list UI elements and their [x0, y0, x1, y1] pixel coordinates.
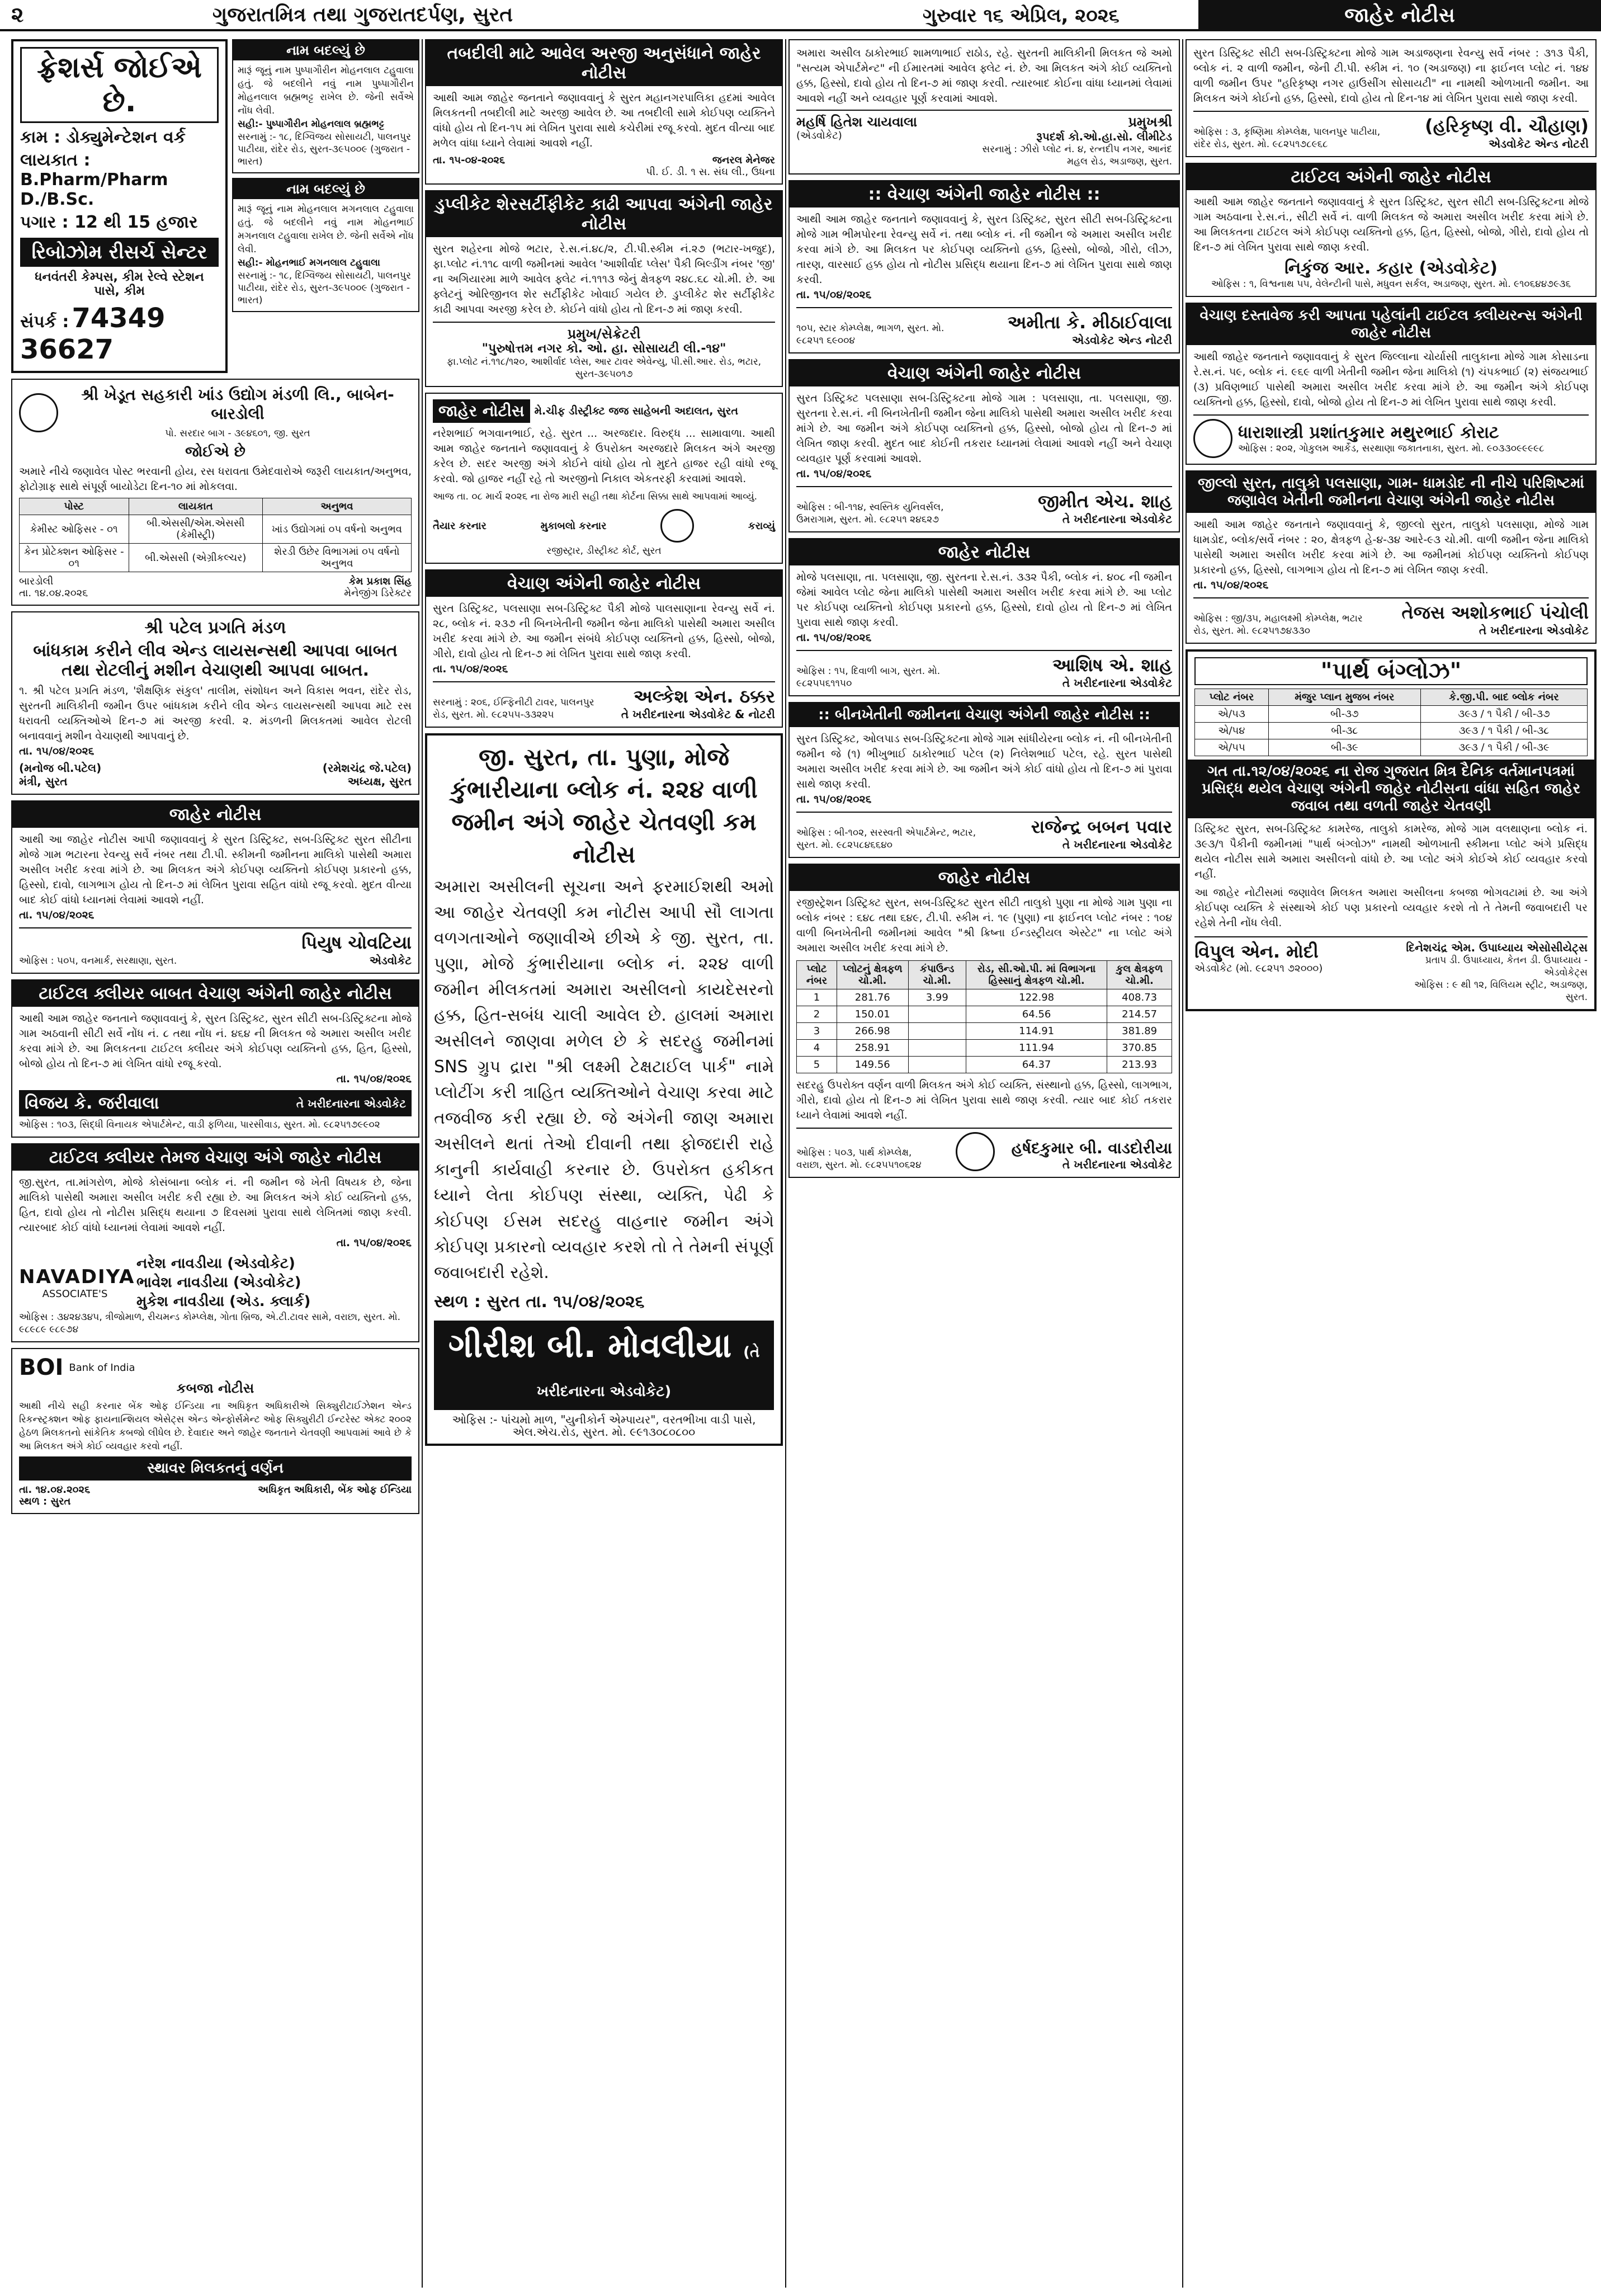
notice-heading: જીલ્લો સુરત, તાલુકો પલસાણા, ગામ- ધામડોદ ની નીચે પરિશિષ્ટમાં જણાવેલ ખેતીની જમીનના વેચાણ અંગેની જાહેર નોટીસ: [1187, 472, 1595, 513]
sale-notice: [425, 569, 783, 728]
table-cell: 111.94: [966, 1040, 1107, 1057]
signer-role: મંત્રી, સુરત: [19, 775, 68, 788]
table-cell: 64.37: [966, 1057, 1107, 1073]
table-cell: બી-૩૯: [1268, 739, 1420, 756]
signer-address: પી. ઈ. ડી. ૧ સ. સંઘ લી., ઉધના: [646, 166, 775, 178]
fresher-job-ad: [11, 39, 228, 373]
notice-address: ઓફિસ : ૫૦૩, પાર્થ કોમ્પ્લેક્ષ, વરાછા, સુરત. મો. ૯૮૨૫૫૧૦૬૨૪: [796, 1147, 922, 1171]
title-clearance-notice: [1186, 303, 1597, 465]
bank-name: Bank of India: [69, 1361, 135, 1374]
table-cell: ખાંડ ઉદ્યોગમાં ૦૫ વર્ષનો અનુભવ: [262, 515, 411, 544]
table-header: પોસ્ટ: [20, 498, 129, 515]
notice-heading: ડુપ્લીકેટ શેરસર્ટીફીકેટ કાઢી આપવા અંગેની જાહેર નોટીસ: [426, 191, 782, 237]
section-title: જાહેર નોટીસ: [1198, 0, 1601, 31]
signer-role: તે ખરીદનારના એડવોકેટ: [1062, 1158, 1172, 1171]
signer-name: (હરિકૃષ્ણ વી. ચૌહાણ): [1425, 115, 1589, 136]
notice-body: આથી આમ જાહેર જનતાને જણાવવાનું કે સુરત ડિસ્ટ્રિક્ટ, સુરત સીટી સબ-ડિસ્ટ્રિક્ટના મોજે ગામ અઠવાના રે.સ.નં., સીટી સર્વે નં. વાળી મિલકત જે અમારા અસીલ ખરીદ કરવા માંગે છે. આ મિલકતના ટાઈટલ અંગે કોઈપણ વ્યક્તિનો હક્ક, હિત, હિસ્સો, બોજો, ગીરો, દાવો હોય તો દિન-૭ માં લેખિત પુરાવા સાથે જાણ કરવી.: [1193, 196, 1589, 253]
notice-date: તા. ૧૫/૦૪/૨૦૨૬: [19, 745, 95, 757]
notice-subheading: જોઈએ છે: [185, 444, 245, 460]
society-name: "પુરુષોત્તમ નગર કો. ઓ. હા. સોસાયટી લી.-૧૪": [481, 342, 726, 356]
table-cell: 64.56: [966, 1006, 1107, 1023]
notice-body: ૧. શ્રી પટેલ પ્રગતિ મંડળ, 'શૈક્ષણિક સંકુલ' તાલીમ, સંશોધન અને વિકાસ ભવન, રાંદેર રોડ, સુરતની માલિકીની જમીન ઉપર બાંધકામ કરીને લીવ એન્ડ લાયસન્સથી આપવા માટે રસ ધરાવતી વ્યક્તિઓએ દિન-૭ માં અરજી કરવી. ૨. મંડળની મિલકતમાં આવેલ રોટલી બનાવવાનું મશીન વેચાણથી આપવાનું છે.: [19, 685, 412, 742]
table-cell: એ/૫૪: [1195, 723, 1269, 739]
table-header: મંજુર પ્લાન મુજબ નંબર: [1268, 689, 1420, 706]
signer-role: તે ખરીદનારના એડવોકેટ: [1062, 838, 1172, 851]
na-land-sale-notice: [788, 702, 1180, 858]
table-row: [797, 989, 1172, 1006]
notice-address: ઓફિસ : ૩, કૃષ્ણિમા કોમ્પ્લેક્ષ, પાલનપુર પાટીયા, રાંદેર રોડ, સુરત. મો. ૯૮૨૫૧૭૮૯૬૮: [1193, 126, 1381, 150]
table-cell: 281.76: [837, 989, 908, 1006]
lawyer-name: મુકેશ નાવડીયા (એડ. ક્લાર્ક): [136, 1293, 311, 1310]
table-cell: 2: [797, 1006, 837, 1023]
table-cell: [908, 1006, 966, 1023]
signer-role: પ્રમુખ/સેક્રેટરી: [567, 326, 641, 342]
notice-body: મારૂં જૂનું નામ મોહનલાલ મગનલાલ ટહુવાલા હતું. જે બદલીને નવું નામ મોહનભાઈ મગનલાલ ટહુવાલા રાખેલ છે. જેની સર્વેએ નોંધ લેવી.: [238, 204, 414, 255]
notice-date: તા. ૧૫/૦૪/૨૦૨૬: [1193, 579, 1269, 591]
signer-role: એડવોકેટ (મો. ૯૮૨૫૧ ૭૨૦૦૦): [1194, 963, 1323, 974]
property-heading: સ્થાવર મિલકતનું વર્ણન: [19, 1456, 412, 1481]
notice-body: આથી આમ જાહેર જનતાને જણાવવાનું કે, સુરત ડિસ્ટ્રિક્ટ, સુરત સીટી સબ-ડિસ્ટ્રિક્ટના મોજે ગામ ભીમપોરના રેવન્યુ સર્વે નં. તથા બ્લોક નં. ની જમીન જે અમારા અસીલ ખરીદ કરવા માંગે છે. આ મિલકત પર કોઈપણ વ્યક્તિનો હક્ક, હિસ્સો, બોજો, ગીરો, લીઝ, તારણ, વારસાઈ હક્ક હોય તો નોટીસ પ્રસિદ્ધ થયાના દિન-૭ માં લેખિત પુરાવા સાથે જાણ કરવી.: [796, 213, 1172, 286]
notice-body: આથી આ જાહેર નોટીસ આપી જણાવવાનું કે સુરત ડિસ્ટ્રિક્ટ, સબ-ડિસ્ટ્રિક્ટ સુરત સીટીના મોજે ગામ ભટારના રેવન્યુ સર્વે નંબર તથા ટી.પી. સ્કીમની જમીનના માલિકો પાસેથી અમારા અસીલ ખરીદ કરવા માંગે છે. આ મિલકત અંગે કોઈપણ વ્યક્તિનો કોઈપણ પ્રકારનો હક્ક, હિસ્સો, દાવો, લાગભાગ હોય તો દિન-૭ માં લેખિત પુરાવા સહિત વાંધો રજૂ કરવો. મુદત વીત્યા બાદ કોઈ વાંધો ધ્યાનમાં લેવામાં આવશે નહીં.: [19, 833, 412, 906]
notice-heading: ટાઈટલ ક્લીયર બાબત વેચાણ અંગેની જાહેર નોટીસ: [12, 980, 418, 1007]
advocate-emblem-icon: [956, 1132, 995, 1171]
title-clear-notice: [11, 979, 419, 1138]
title-notice: [1186, 163, 1597, 297]
notice-address: ઓફિસ : ૨૦૨, ગોકુલમ આર્કેડ, સરથાણા જકાતનાકા, સુરત. મો. ૯૦૩૩૦૯૯૯૯૮: [1238, 442, 1545, 454]
survey-notice: [1186, 39, 1597, 157]
notice-date: તા. ૧૫/૦૪/૨૦૨૬: [796, 793, 872, 805]
notice-date: તા. ૧૫/૦૪/૨૦૨૬: [336, 1073, 412, 1085]
notice-date: તા. ૧૫/૦૪/૨૦૨૬: [796, 289, 872, 301]
notice-heading: વેચાણ અંગેની જાહેર નોટીસ: [426, 571, 782, 597]
notice-title: જી. સુરત, તા. પુણા, મોજે કુંભારીયાના બ્લોક નં. ૨૨૪ વાળી જમીન અંગે જાહેર ચેતવણી કમ નોટીસ: [450, 743, 758, 868]
signer-name: અલ્કેશ એન. ઠક્કર: [633, 686, 775, 707]
firm-name: દિનેશચંદ્ર એમ. ઉપાધ્યાય એસોસીયેટ્સ: [1406, 941, 1588, 954]
court-name: મે.ચીફ ડીસ્ટ્રીક્ટ જજ સાહેબની અદાલત, સુરત: [534, 405, 738, 417]
ad-qualification: લાયકાત : B.Pharm/Pharm D./B.Sc.: [20, 150, 168, 209]
table-cell: ૩૯૩ / ૧ પૈકી / બી-૩૮: [1420, 723, 1587, 739]
signer-role: પ્રમુખશ્રી: [1128, 114, 1172, 130]
name-change-stack: [232, 39, 419, 373]
plot-table: [796, 960, 1172, 1073]
firm-logo: NAVADIYA: [19, 1265, 135, 1288]
table-row: [797, 1057, 1172, 1073]
notice-body: ડિસ્ટ્રિક્ટ સુરત, સબ-ડિસ્ટ્રિક્ટ કામરેજ, તાલુકો કામરેજ, મોજે ગામ વલથાણના બ્લોક નં. ૩૯૩/૧ પૈકીની જમીનમાં "પાર્થ બંગ્લોઝ" નામથી ઓળખાતી સ્કીમના પ્લોટ અંગે પ્રસિદ્ધ થયેલ નોટીસ સામે અમારા અસીલનો વાંધો છે. આ પ્લોટ અંગે કોઈએ કોઈ વ્યવહાર કરવો નહીં.: [1194, 823, 1588, 880]
dhamdod-land-notice: [1186, 470, 1597, 644]
signer-name: આશિષ એ. શાહ: [1052, 654, 1172, 676]
table-cell: એ/૫૫: [1195, 739, 1269, 756]
signer-role: મેનેજીંગ ડિરેક્ટર: [344, 587, 412, 599]
notice-body: જી.સુરત, તા.માંગરોળ, મોજે કોસંબાના બ્લોક નં. ની જમીન જે ખેતી વિષયક છે, જેના માલિકો પાસેથી અમારા અસીલ ખરીદ કરી રહ્યા છે. આ મિલકત અંગે કોઈ વ્યક્તિનો હક્ક, હિત, દાવો હોય તો નોટીસ પ્રસિદ્ધ થયાના ૭ દિવસમાં પુરાવા સાથે લેખિતમાં જાણ કરવી. ત્યારબાદ કોઈ વાંધો ધ્યાનમાં લેવામાં આવશે નહીં.: [19, 1176, 412, 1234]
notice-date: તા. ૧૫/૦૪/૨૦૨૬: [796, 631, 872, 644]
signer-name: (રમેશચંદ્ર જે.પટેલ): [322, 761, 412, 775]
notice-heading: :: બીનખેતીની જમીનના વેચાણ અંગેની જાહેર નોટીસ ::: [790, 703, 1179, 727]
signer-role: એડવોકેટ: [369, 954, 412, 967]
column-rule: [422, 39, 423, 2288]
notice-heading: કબજા નોટીસ: [176, 1380, 254, 1396]
notice-body: રજીસ્ટ્રેશન ડિસ્ટ્રિક્ટ સુરત, સબ-ડિસ્ટ્રિક્ટ સુરત સીટી તાલુકો પુણા ના મોજે ગામ પુણા ના બ્લોક નંબર : ૬૪૮ તથા ૬૪૯, ટી.પી. સ્કીમ નં. ૧૯ (પુણા) ના ફાઈનલ પ્લોટ નંબર : ૧૦૪ વાળી બિનખેતીની જમીનમાં આવેલ "શ્રી ક્રિષ્ના ઈન્ડસ્ટ્રીયલ એસ્ટેટ" ના પ્લોટ અંગે અમારા અસીલ ખરીદ કરવા માંગે છે.: [796, 897, 1172, 954]
notice-date: તા. ૧૫/૦૪/૨૦૨૬: [796, 468, 872, 480]
duplicate-share-notice: [425, 190, 783, 387]
lawyer-name: ભાવેશ નાવડીયા (એડવોકેટ): [136, 1274, 301, 1291]
bank-possession-notice: [11, 1348, 419, 1514]
society-address: ફા.પ્લોટ નં.૧૧૮/૧૨૦, આશીર્વાદ પ્લેસ, આર ટાવર એવેન્યુ, પી.સી.આર. રોડ, ભટાર, સુરત-૩૯૫૦૧૭: [446, 356, 762, 380]
table-row: [1195, 706, 1588, 723]
table-cell: 3.99: [908, 989, 966, 1006]
notice-body: આથી નીચે સહી કરનાર બેંક ઓફ ઈન્ડિયા ના અધિકૃત અધિકારીએ સિક્યુરીટાઈઝેશન એન્ડ રિકન્સ્ટ્રક્શન ઓફ ફાયનાન્શિયલ એસેટ્સ એન્ડ એન્ફોર્સમેન્ટ ઓફ સિક્યુરીટી ઈન્ટરેસ્ટ એક્ટ ૨૦૦૨ હેઠળ મિલકતનો સાંકેતિક કબજો લીધેલ છે. દેવાદાર અને જાહેર જનતાને ચેતવણી આપવામાં આવે છે કે આ મિલકત અંગે કોઈ વ્યવહાર કરવો નહીં.: [19, 1401, 412, 1452]
notice-date: તા. ૧૪.૦૪.૨૦૨૬: [19, 1484, 91, 1496]
notice-body: સુરત ડિસ્ટ્રિક્ટ, પલસાણા સબ-ડિસ્ટ્રિક્ટ પૈકી મોજે પાલસાણાના રેવન્યુ સર્વે નં. ૨૮, બ્લોક નં. ૨૩૭ ની બિનખેતીની જમીન જેના માલિકો પાસેથી અમારા અસીલ ખરીદ કરવા માંગે છે. આ જમીન સંબંધે કોઈપણ વ્યક્તિનો હક્ક, હિસ્સો, બોજો, ગીરો, દાવો હોય તો દિન-૭ માં લેખિત પુરાવા સાથે જાણ કરવી.: [433, 602, 775, 660]
table-cell: એ/૫૩: [1195, 706, 1269, 723]
ad-contact-label: સંપર્ક :: [20, 312, 69, 332]
court-seal-label: રજીસ્ટ્રાર, ડીસ્ટ્રીક્ટ કોર્ટ, સુરત: [546, 545, 662, 557]
table-cell: બી-૩૮: [1268, 723, 1420, 739]
kumbharia-warning-notice: [425, 733, 783, 1446]
sale-notice: [788, 180, 1180, 353]
vacancy-table: [19, 498, 412, 572]
signer-name: હર્ષદકુમાર બી. વાડદોરીયા: [1011, 1139, 1172, 1157]
table-header: પ્લોટ નંબર: [797, 961, 837, 989]
column-4: [1186, 39, 1597, 2288]
notice-place-date: સ્થળ : સુરત તા. ૧૫/૦૪/૨૦૨૬: [434, 1292, 645, 1312]
notice-date: તા. ૧૫/૦૪/૨૦૨૬: [336, 1237, 412, 1249]
table-row: [1195, 723, 1588, 739]
notice-body: નરેશભાઈ ભગવાનભાઈ, રહે. સુરત ... અરજદાર. વિરુદ્ધ ... સામાવાળા. આથી આમ જાહેર જનતાને જણાવવાનું કે ઉપરોક્ત અરજદારે મિલકત અંગે અરજી કરેલ છે. સદર અરજી અંગે કોઈને વાંધો હોય તો મુદતે હાજર રહી વાંધો રજૂ કરવો. જો હાજર નહીં રહે તો અરજીનો નિકાલ એકતરફી કરવામાં આવશે.: [433, 427, 775, 485]
table-cell: બી.એસસી (એગ્રીકલ્ચર): [129, 544, 262, 572]
notice-address: સરનામું :- ૧૮, દિગ્વિજય સોસાયટી, પાલનપુર પાટીયા, રાંદેર રોડ, સુરત-૩૯૫૦૦૯ (ગુજરાત - ભારત): [238, 270, 411, 306]
notice-place: બારડોલી: [19, 576, 54, 587]
society-name: રૂપદર્શ કો.ઓ.હા.સો. લીમીટેડ: [1036, 130, 1172, 143]
notice-address: ઓફિસ : ૧, વિશ્વનાથ ૫૫, વેલેન્ટીની પાસે, મધુવન સર્કલ, અડાજણ, સુરત. મો. ૯૧૦૬૪૪૭૯૩૬: [1211, 279, 1571, 290]
notice-date: તા. ૧૫/૦૪/૨૦૨૬: [433, 663, 508, 675]
notice-body: અમારે નીચે જણાવેલ પોસ્ટ ભરવાની હોય, રસ ધરાવતા ઉમેદવારોએ જરૂરી લાયકાત/અનુભવ, ફોટોગ્રાફ સાથે સંપૂર્ણ બાયોડેટા દિન-૧૦ માં મોકલવા.: [19, 465, 412, 493]
notice-heading: ટાઈટલ અંગેની જાહેર નોટીસ: [1187, 164, 1595, 190]
notice-address: ઓફિસ : બી-૧૦૨, સરસ્વતી એપાર્ટમેન્ટ, ભટાર, સુરત. મો. ૯૮૨૫૮૪૬૬૪૦: [796, 827, 976, 851]
column-rule: [1182, 39, 1183, 2288]
table-cell: 3: [797, 1023, 837, 1040]
boi-logo-icon: BOI: [19, 1355, 64, 1380]
notice-heading: વેચાણ અંગેની જાહેર નોટીસ: [790, 360, 1179, 386]
table-row: [1195, 739, 1588, 756]
signer-name: અમીતા કે. મીઠાઈવાલા: [1007, 312, 1172, 333]
table-cell: શેરડી ઉછેર વિભાગમાં ૦૫ વર્ષનો અનુભવ: [262, 544, 411, 572]
signer-name: ગીરીશ બી. મોવલીયા: [448, 1326, 732, 1365]
notice-address: ઓફિસ : જી/૩૫, મહાલક્ષ્મી કોમ્પ્લેક્ષ, ભટાર રોડ, સુરત. મો. ૯૮૨૫૧૭૪૩૩૦: [1193, 613, 1363, 637]
table-header: લાયકાત: [129, 498, 262, 515]
notice-heading: તબદીલી માટે આવેલ અરજી અનુસંધાને જાહેર નોટીસ: [426, 40, 782, 86]
notice-body: સુરત ડિસ્ટ્રિક્ટ સીટી સબ-ડિસ્ટ્રિક્ટના મોજે ગામ અડાજણના રેવન્યુ સર્વે નંબર : ૩૧૩ પૈકી, બ્લોક નં. ૨ વાળી જમીન, જેની ટી.પી. સ્કીમ નં. ૧૦ (અડાજણ) ના ફાઈનલ પ્લોટ નં. ૧૪૪ વાળી જમીન ઉપર "હરિકૃષ્ણ નગર હાઉસીંગ સોસાયટી" ના નામથી ઓળખાતી જમીન. આ મિલકત અંગે કોઈનો હક્ક, હિસ્સો, દાવો હોય તો દિન-૧૪ માં લેખિત પુરાવા સાથે જાણ કરવી.: [1193, 47, 1589, 105]
public-notice: [788, 538, 1180, 696]
page-number: ૨: [11, 2, 24, 27]
court-seal-icon: [660, 509, 694, 543]
notice-heading: જાહેર નોટીસ: [790, 539, 1179, 565]
society-address: સરનામું : ઝીરો પ્લોટ નં. ૪, રત્નદીપ નગર, આનંદ મહલ રોડ, અડાજણ, સુરત.: [982, 144, 1172, 167]
notice-address: સરનામું :- ૧૮, દિગ્વિજય સોસાયટી, પાલનપુર પાટીયા, રાંદેર રોડ, સુરત-૩૯૫૦૦૯ (ગુજરાત - ભારત): [238, 131, 411, 167]
notice-title: શ્રી ખેડૂત સહકારી ખાંડ ઉદ્યોગ મંડળી લિ., બાબેન-બારડોલી: [81, 385, 394, 423]
table-cell: 149.56: [837, 1057, 908, 1073]
notice-body: સુરત ડિસ્ટ્રિક્ટ પલસાણા સબ-ડિસ્ટ્રિક્ટના મોજે ગામ : પલસાણા, તા. પલસાણા, જી. સુરતના રે.સ.નં. ની બિનખેતીની જમીન જેના માલિકો પાસેથી અમારા અસીલ ખરીદ કરવા માંગે છે. આ જમીન અંગે કોઈપણ વ્યક્તિનો હક્ક, હિસ્સો, બોજો હોય તો દિન-૭ માં લેખિત જાણ કરવી. મુદત બાદ કોઈની તકરાર ધ્યાનમાં લેવામાં આવશે નહીં અને વેચાણ વ્યવહાર પૂર્ણ કરવામાં આવશે.: [796, 392, 1172, 465]
parth-bunglows-notice: [1186, 649, 1597, 1011]
notice-heading: વેચાણ દસ્તાવેજ કરી આપતા પહેલાંની ટાઈટલ ક્લીયરન્સ અંગેની જાહેર નોટીસ: [1187, 304, 1595, 345]
notice-heading: નામ બદલ્યું છે: [233, 40, 418, 60]
ad-company-address: ધનવંતરી કેમ્પસ, કીમ રેલ્વે સ્ટેશન પાસે, કીમ: [35, 270, 204, 298]
pragati-notice: [11, 611, 419, 795]
scheme-title: "પાર્થ બંગ્લોઝ": [1194, 657, 1588, 685]
signer-name: વિજય કે. જરીવાલા: [25, 1093, 159, 1113]
notice-body: સુરત ડિસ્ટ્રિક્ટ, ઓલપાડ સબ-ડિસ્ટ્રિક્ટના મોજે ગામ સાંધીયેરના બ્લોક નં. ની બીનખેતીની જમીન જે (૧) ભીખુભાઈ ઠાકોરભાઈ પટેલ (૨) નિલેશભાઈ પટેલ, રહે. સુરત પાસેથી અમારા અસીલ ખરીદ કરવા માંગે છે. આ જમીન અંગે કોઈ વાંધો હોય તો દિન-૭ માં પુરાવા સાથે જાણ કરવી.: [796, 733, 1172, 790]
signer-name: (મનોજ બી.પટેલ): [19, 761, 102, 775]
column-1: [11, 39, 419, 2288]
firm-logo-sub: ASSOCIATE'S: [42, 1288, 108, 1300]
notice-body: આથી આમ જાહેર જનતાને જણાવવાનું કે, સુરત ડિસ્ટ્રિક્ટ, સુરત સીટી સબ-ડિસ્ટ્રિક્ટના મોજે ગામ અઠવાની સીટી સર્વે નોંધ નં. ૮ તથા નોંધ નં. ૪૬૪ ની મિલકત જે અમારા અસીલ ખરીદ કરવા માંગે છે. આ મિલકતના ટાઈટલ ક્લીયર અંગે કોઈપણ વ્યક્તિનો હક્ક, હિત, હિસ્સો, બોજો હોય તો દિન-૭ માં લેખિત વાંધો રજૂ કરવો.: [19, 1012, 412, 1070]
table-header: કંપાઉન્ડ ચો.મી.: [908, 961, 966, 989]
notice-heading: જાહેર નોટીસ: [433, 399, 530, 423]
signer-role: જનરલ મેનેજર: [712, 154, 775, 166]
notice-heading: જાહેર નોટીસ: [790, 865, 1179, 891]
table-cell: 114.91: [966, 1023, 1107, 1040]
signer-name: મહર્ષિ હિતેશ ચાયવાલા: [796, 114, 918, 130]
sale-notice: [788, 359, 1180, 532]
table-header: પ્લોટ નંબર: [1195, 689, 1269, 706]
notice-subtitle: બાંધકામ કરીને લીવ એન્ડ લાયસન્સથી આપવા બાબત તથા રોટલીનું મશીન વેચાણથી આપવા બાબત.: [33, 641, 398, 680]
signer-role: કરાવ્યું: [748, 520, 775, 532]
page-header: [0, 0, 1601, 31]
table-cell: કેન પ્રોટેક્શન ઓફિસર - ૦૧: [20, 544, 129, 572]
signer-name: જીમીત એચ. શાહ: [1038, 491, 1172, 512]
table-cell: બી-૩૭: [1268, 706, 1420, 723]
notice-footer-body: સદરહુ ઉપરોક્ત વર્ણન વાળી મિલકત અંગે કોઈ વ્યક્તિ, સંસ્થાનો હક્ક, હિસ્સો, લાગભાગ, ગીરો, દાવો હોય તો દિન-૭ માં લેખિત પુરાવા સાથે જાણ કરવી. ત્યાર બાદ કોઈ તકરાર ધ્યાને લેવામાં આવશે નહીં.: [796, 1079, 1172, 1121]
table-header: અનુભવ: [262, 498, 411, 515]
signer-role: એડવોકેટ એન્ડ નોટરી: [1072, 333, 1172, 347]
public-notice: [11, 800, 419, 974]
notice-date: તા. ૧૫/૦૪/૨૦૨૬: [19, 909, 95, 921]
name-change-notice: [232, 39, 419, 173]
notice-heading: ગત તા.૧૨/૦૪/૨૦૨૬ ના રોજ ગુજરાત મિત્ર દૈનિક વર્તમાનપત્રમાં પ્રસિદ્ધ થયેલ વેચાણ અંગેની જાહેર નોટીસના વાંધા સહિત જાહેર જવાબ તથા વળતી જાહેર ચેતવણી: [1188, 760, 1594, 818]
table-cell: ૩૯૩ / ૧ પૈકી / બી-૩૯: [1420, 739, 1587, 756]
table-cell: 5: [797, 1057, 837, 1073]
signer-role: તે ખરીદનારના એડવોકેટ: [296, 1096, 406, 1110]
notice-body: સુરત શહેરના મોજે ભટાર, રે.સ.નં.૪૮/૨, ટી.પી.સ્કીમ નં.૨૭ (ભટાર-ખજુદ), ફા.પ્લોટ નં.૧૧૮ વાળી જમીનમાં આવેલ 'આશીર્વાદ પ્લેસ' પૈકી બિલ્ડીંગ નંબર 'જી' ના અગિયારમા માળે આવેલ ફ્લેટ નં.૧૧૧૩ જેનું ક્ષેત્રફળ ૨૪૮.૬૮ ચો.મી. છે. આ ફ્લેટનું ઓરિજીનલ શેર સર્ટીફીકેટ ખોવાઈ ગયેલ છે. ડુપ્લીકેટ શેર સર્ટીફીકેટ કાઢી આપવા અરજી કરેલ છે. કોઈને વાંધો હોય તો દિન-૭ માં જાણ કરવી.: [433, 243, 775, 315]
table-cell: 4: [797, 1040, 837, 1057]
issue-date: ગુરુવાર ૧૬ એપ્રિલ, ૨૦૨૬: [923, 4, 1120, 27]
table-cell: કેમીસ્ટ ઓફિસર - ૦૧: [20, 515, 129, 544]
mandli-job-notice: [11, 379, 419, 606]
table-cell: ૩૯૩ / ૧ પૈકી / બી-૩૭: [1420, 706, 1587, 723]
firm-partners: પ્રતાપ ડી. ઉપાધ્યાય, કેતન ડી. ઉપાધ્યાય - એડવોકેટ્સ: [1425, 955, 1588, 978]
table-cell: 408.73: [1107, 989, 1172, 1006]
ad-salary: પગાર : 12 થી 15 હજાર: [20, 213, 198, 232]
society-notice: [788, 39, 1180, 175]
signer-role: (એડવોકેટ): [796, 130, 842, 142]
table-cell: [908, 1023, 966, 1040]
notice-address: ઓફિસ :- પાંચમો માળ, "યુનીકોર્ન એમ્પાયર", વરતભીખા વાડી પાસે, એલ.એચ.રોડ, સુરત. મો. ૯૯૧૩૦૮૦૮૦૦: [452, 1413, 756, 1439]
name-change-notice: [232, 178, 419, 312]
notice-address: ઓફિસ : ૫૦૫, વનમાર્ક, સરથાણા, સુરત.: [19, 955, 177, 967]
plot-table: [1194, 689, 1588, 756]
notice-body: અમારા અસીલ ઠાકોરભાઈ શામળાભાઈ રાઠોડ, રહે. સુરતની માલિકીની મિલકત જે અમો "સત્યમ એપાર્ટમેન્ટ" ની ઈમારતમાં આવેલ ફ્લેટ નં. છે. આ મિલકત અંગે કોઈ વ્યક્તિનો હક્ક, હિસ્સો, દાવો હોય તો દિન-૭ માં જાણ કરવી. ત્યારબાદ કોઈના વાંધા ધ્યાનમાં લેવામાં આવશે નહીં અને વ્યવહાર પૂર્ણ કરવામાં આવશે.: [796, 47, 1172, 105]
signer-role: અધિકૃત અધિકારી, બેંક ઓફ ઈન્ડિયા: [258, 1484, 412, 1496]
signer-role: એડવોકેટ એન્ડ નોટરી: [1489, 137, 1589, 150]
notice-body: અમારા અસીલની સૂચના અને ફરમાઈશથી અમો આ જાહેર ચેતવણી કમ નોટીસ આપી સૌ લાગતા વળગતાઓને જણાવીએ છીએ કે જી. સુરત, તા. પુણા, મોજે કુંભારીયાના બ્લોક નં. ૨૨૪ વાળી જમીન મીલકતમાં અમારા અસીલનો કાયદેસરનો હક્ક, હિત-સબંધ ચાલી આવેલ છે. હાલમાં અમારા અસીલને જાણવા મળેલ છે કે સદરહુ જમીનમાં SNS ગ્રુપ દ્રારા "શ્રી લક્ષ્મી ટેક્ષટાઈલ પાર્ક" નામે પ્લોટીંગ કરી ત્રાહિત વ્યક્તિઓને વેચાણ કરવા માટે તજવીજ કરી રહ્યા છે. જે અંગેની જાણ અમારા અસીલને થતાં તેઓ દીવાની તથા ફોજદારી રાહે કાનુની કાર્યવાહી કરનાર છે. ઉપરોક્ત હકીકત ધ્યાને લેતા કોઈપણ સંસ્થા, વ્યક્તિ, પેઢી કે કોઈપણ ઈસમ સદરહુ વાહનાર જમીન અંગે કોઈપણ પ્રકારનો વ્યવહાર કરશે તો તે તેમની સંપૂર્ણ જવાબદારી રહેશે.: [434, 877, 774, 1283]
table-cell: 213.93: [1107, 1057, 1172, 1073]
table-row: [797, 1040, 1172, 1057]
signer-role: (તે ખરીદનારના એડવોકેટ): [536, 1344, 760, 1400]
table-cell: 150.01: [837, 1006, 908, 1023]
column-rule: [785, 39, 786, 2288]
signer-name: પિયુષ ચોવટિયા: [301, 932, 412, 953]
transfer-notice: [425, 39, 783, 185]
table-cell: 370.85: [1107, 1040, 1172, 1057]
notice-body: આથી આમ જાહેર જનતાને જણાવવાનું કે, જીલ્લો સુરત, તાલુકો પલસાણા, મોજે ગામ ધામડોદ, બ્લોક/સર્વે નંબર : ૨૦, ક્ષેત્રફળ હે-૪-૩૪ આરે-૯૩ ચો.મી. વાળી જમીન જેના માલિકો પાસેથી અમારા અસીલ ખરીદ કરવા માંગે છે. આ જમીનમાં કોઈપણ વ્યક્તિનો કોઈપણ પ્રકારનો હક્ક, હિસ્સો, લાગભાગ હોય તો દિન-૭ માં લેખિત જાણ કરવી.: [1193, 518, 1589, 576]
notice-body: મોજે પલસાણા, તા. પલસાણા, જી. સુરતના રે.સ.નં. ૩૩૨ પૈકી, બ્લોક નં. ૪૦૮ ની જમીન જેમાં આવેલ પ્લોટ જેના માલિકો પાસેથી અમારા અસીલ ખરીદ કરવા માંગે છે. આ પ્લોટ પર કોઈપણ વ્યક્તિનો કોઈપણ પ્રકારનો હક્ક, હિસ્સો, દાવો હોય તો દિન-૭ માં લેખિત પુરાવા સાથે જાણ કરવી.: [796, 571, 1172, 629]
title-sale-notice: [11, 1143, 419, 1342]
signer-role: તે ખરીદનારના એડવોકેટ: [1062, 512, 1172, 526]
table-cell: [908, 1040, 966, 1057]
notice-address: ઓફિસ : ૧૦૩, સિદ્ધી વિનાયક એપાર્ટમેન્ટ, વાડી ફળિયા, પારસીવાડ, સુરત. મો. ૯૮૨૫૧૭૯૯૦૨: [19, 1119, 380, 1130]
signer-name: વિપુલ એન. મોદી: [1194, 941, 1319, 962]
column-3: [788, 39, 1180, 2288]
signer-name: રાજેન્દ્ર બબન પવાર: [1031, 816, 1172, 837]
notice-heading: ટાઈટલ ક્લીયર તેમજ વેચાણ અંગે જાહેર નોટીસ: [12, 1144, 418, 1171]
mandli-logo-icon: [19, 393, 58, 432]
notice-body: આથી આમ જાહેર જનતાને જણાવવાનું કે સુરત મહાનગરપાલિકા હદમાં આવેલ મિલકતની તબદીલી માટે અરજી આવેલ છે. આ તબદીલી સામે કોઈપણ વ્યક્તિને વાંધો હોય તો દિન-૧૫ માં લેખિત પુરાવા સાથે કચેરીમાં રજૂ કરવો. મુદત વીત્યા બાદ મળેલ વાંધા ધ્યાને લેવામાં આવશે નહીં.: [433, 92, 775, 149]
ad-phone: 74349 36627: [20, 303, 166, 365]
notice-address: ઓફિસ : ૩૪૨૪૩૪૫, ત્રીજોમાળ, રીચમન્ડ કોમ્પ્લેક્ષ, ગોતા બ્રિજ, એ.ટી.ટાવર સામે, વરાછા, સુરત. મો. ૯૮૯૮૯ ૯૮૯૭૪: [19, 1312, 401, 1335]
notice-date: તા. ૧૫-૦૪-૨૦૨૬: [433, 154, 506, 166]
table-cell: 1: [797, 989, 837, 1006]
ad-company: રિબોઝોમ રીસર્ચ સેન્ટર: [20, 238, 219, 267]
notice-address: ઓફિસ : બી-૧૧૪, સ્વસ્તિક યુનિવર્સલ, ઉમરાગામ, સુરત. મો. ૯૮૨૫૧ ૨૪૬૨૭: [796, 502, 944, 525]
notice-address: ઓફિસ : ૯ થી ૧૨, વિલિયમ સ્ટ્રીટ, અડાજણ, સુરત.: [1414, 979, 1588, 1003]
signer-name: તેજસ અશોકભાઈ પંચોલી: [1401, 602, 1589, 623]
table-row: [797, 1006, 1172, 1023]
court-notice: [425, 393, 783, 564]
signer-role: અધ્યક્ષ, સુરત: [347, 775, 412, 788]
signer-role: તે ખરીદનારના એડવોકેટ: [1479, 624, 1589, 637]
table-header: કે.જી.પી. બાદ બ્લોક નંબર: [1420, 689, 1587, 706]
notice-date: તા. ૧૪.૦૪.૨૦૨૬: [19, 587, 88, 599]
table-cell: 258.91: [837, 1040, 908, 1057]
signer-name: ધારાશાસ્ત્રી પ્રશાંતકુમાર મથુરભાઈ કોરાટ: [1238, 422, 1499, 442]
notice-body: આથી જાહેર જનતાને જણાવવાનું કે સુરત જિલ્લાના ચોર્યાસી તાલુકાના મોજે ગામ કોસાડના રે.સ.નં. ૫૯, બ્લોક નં. ૯૬૯ વાળી ખેતીની જમીન જેના માલિકો (૧) ચંપકભાઈ (૨) સંજયભાઈ (૩) પ્રવિણભાઈ પાસેથી અમારા અસીલ ખરીદ કરવા માંગે છે. આ જમીન અંગે કોઈપણ વ્યક્તિનો હક્ક, હિસ્સો, દાવો, બોજો હોય તો દિન-૭ માં લેખિત પુરાવા સાથે જાણ કરવી.: [1193, 351, 1589, 408]
notice-date: આજ તા. ૦૮ માર્ચ ૨૦૨૬ ના રોજ મારી સહી તથા કોર્ટના સિક્કા સાથે આપવામાં આવ્યું.: [433, 491, 757, 502]
notice-body: મારૂં જૂનું નામ પુષ્પાગૌરીન મોહનલાલ ટહુવાલા હતું. જે બદલીને નવું નામ પુષ્પાગૌરીન મોહનલાલ બ્રહ્મભટ્ટ રાખેલ છે. જેની સર્વેએ નોંધ લેવી.: [238, 65, 414, 116]
table-cell: 381.89: [1107, 1023, 1172, 1040]
table-cell: 266.98: [837, 1023, 908, 1040]
signer-role: તે ખરીદનારના એડવોકેટ: [1062, 676, 1172, 690]
lawyer-name: નરેશ નાવડીયા (એડવોકેટ): [136, 1255, 295, 1272]
notice-heading: :: વેચાણ અંગેની જાહેર નોટીસ ::: [790, 181, 1179, 208]
notice-heading: નામ બદલ્યું છે: [233, 179, 418, 199]
signer-name: કેમ પ્રકાશ સિંહ: [348, 576, 412, 587]
ad-work: કામ : ડોક્યુમેન્ટેશન વર્ક: [20, 128, 186, 147]
table-cell: [908, 1057, 966, 1073]
table-cell: 122.98: [966, 989, 1107, 1006]
table-header: કુલ ક્ષેત્રફળ ચો.મી.: [1107, 961, 1172, 989]
table-row: [797, 1023, 1172, 1040]
notice-address: પો. સરદાર બાગ - ૩૯૪૬૦૧, જી. સુરત: [165, 428, 310, 439]
table-row: [20, 515, 412, 544]
table-header: રોડ, સી.ઓ.પી. માં વિભાગના હિસ્સાનું ક્ષેત્રફળ ચો.મી.: [966, 961, 1107, 989]
notice-title: શ્રી પટેલ પ્રગતિ મંડળ: [144, 618, 286, 638]
notice-signature: સહી:- મોહનભાઈ મગનલાલ ટહુવાલા: [238, 257, 380, 268]
masthead: ગુજરાતમિત્ર તથા ગુજરાતદર્પણ, સુરત: [212, 3, 513, 26]
notice-address: ઓફિસ : ૧૫, દિવાળી બાગ, સુરત. મો. ૯૮૨૫૫૬૧૧૫૦: [796, 666, 941, 689]
column-2: [425, 39, 783, 2288]
signer-role: મુકાબલો કરનાર: [540, 520, 607, 532]
table-row: [20, 544, 412, 572]
signer-name: નિકુંજ આર. કહાર (એડવોકેટ): [1284, 258, 1498, 278]
plot-public-notice: [788, 864, 1180, 1178]
notice-address: ૧૦૫, સ્ટાર કોમ્પ્લેક્ષ, ભાગળ, સુરત. મો. ૯૮૨૫૧ ૬૯૦૦૪: [796, 323, 944, 346]
table-cell: 214.57: [1107, 1006, 1172, 1023]
notice-signature: સહી:- પુષ્પાગૌરીન મોહનલાલ બ્રહ્મભટ્ટ: [238, 119, 385, 130]
signer-role: તે ખરીદનારના એડવોકેટ & નોટરી: [621, 708, 775, 721]
ad-headline: ફ્રેશર્સ જોઈએ છે.: [20, 47, 219, 123]
signer-role: તૈયાર કરનાર: [433, 520, 487, 532]
advocate-emblem-icon: [1193, 419, 1232, 458]
notice-heading: જાહેર નોટીસ: [12, 802, 418, 828]
table-cell: બી.એસસી/એમ.એસસી (કેમીસ્ટ્રી): [129, 515, 262, 544]
notice-address: સરનામું : ૨૦૬, ઈન્ફિનીટી ટાવર, પાલનપુર રોડ, સુરત. મો. ૯૮૨૫૫-૩૩૨૨૫: [433, 697, 594, 720]
table-header: પ્લોટનું ક્ષેત્રફળ ચો.મી.: [837, 961, 908, 989]
notice-body-2: આ જાહેર નોટીસમાં જણાવેલ મિલકત અમારા અસીલના કબજા ભોગવટામાં છે. આ અંગે કોઈપણ વ્યક્તિ કે સંસ્થાએ કોઈ પણ પ્રકારનો વ્યવહાર કરશે તો તે તેમની જવાબદારી પર રહેશે તેની નોંધ લેવી.: [1194, 887, 1588, 929]
notice-place: સ્થળ : સુરત: [19, 1496, 71, 1507]
